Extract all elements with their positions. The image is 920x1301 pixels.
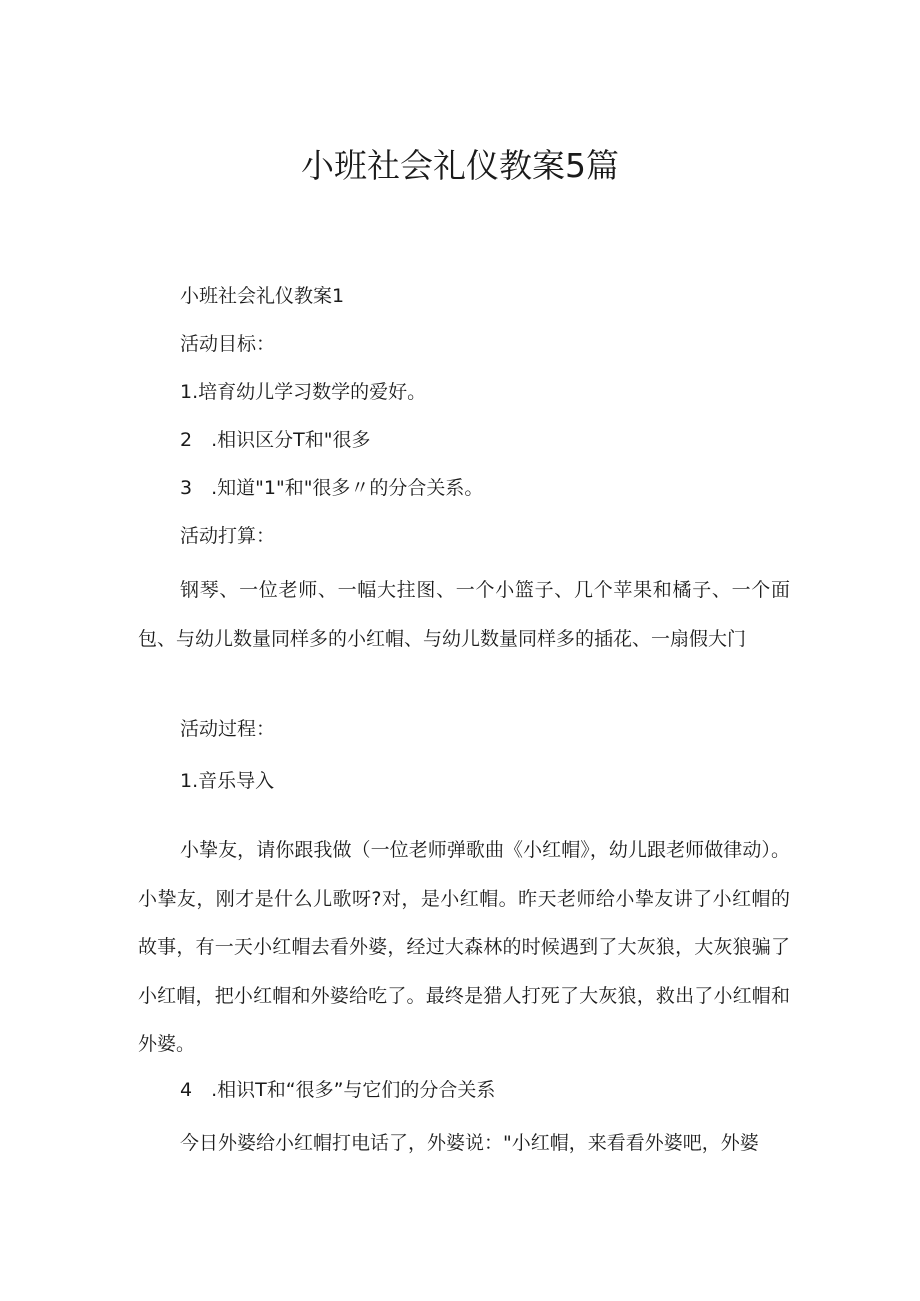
step-4-heading: 4 .相识T和“很多”与它们的分合关系 (180, 1079, 496, 1101)
goal-item-1: 1.培育幼儿学习数学的爱好。 (180, 381, 427, 403)
prep-paragraph: 钢琴、一位老师、一幅大拄图、一个小篮子、几个苹果和橘子、一个面包、与幼儿数量同样多的小红帽、与幼儿数量同样多的插花、一扇假大门 (138, 579, 790, 650)
goals-label: 活动目标： (180, 333, 276, 355)
process-label: 活动过程： (180, 718, 276, 740)
goal-item-3: 3 .知道"1"和"很多〃的分合关系。 (180, 477, 484, 499)
step-1-heading: 1.音乐导入 (180, 770, 275, 792)
step-4-paragraph: 今日外婆给小红帽打电话了，外婆说："小红帽，来看看外婆吧，外婆 (180, 1132, 759, 1154)
document-title: 小班社会礼仪教案5篇 (301, 146, 619, 185)
step-1-paragraph: 小挚友，请你跟我做（一位老师弹歌曲《小红帽》，幼儿跟老师做律动）。小挚友，刚才是什么儿歌呀?对，是小红帽。昨天老师给小挚友讲了小红帽的故事，有一天小红帽去看外婆，经过大森林的时候遇到了大灰狼，大灰狼骗了小红帽，把小红帽和外婆给吃了。最终是猎人打死了大灰狼，救出了小红帽和外婆。 (138, 839, 790, 1055)
goal-item-2: 2 .相识区分T和"很多 (180, 429, 371, 451)
section-heading: 小班社会礼仪教案1 (180, 285, 345, 307)
prep-label: 活动打算： (180, 525, 276, 547)
